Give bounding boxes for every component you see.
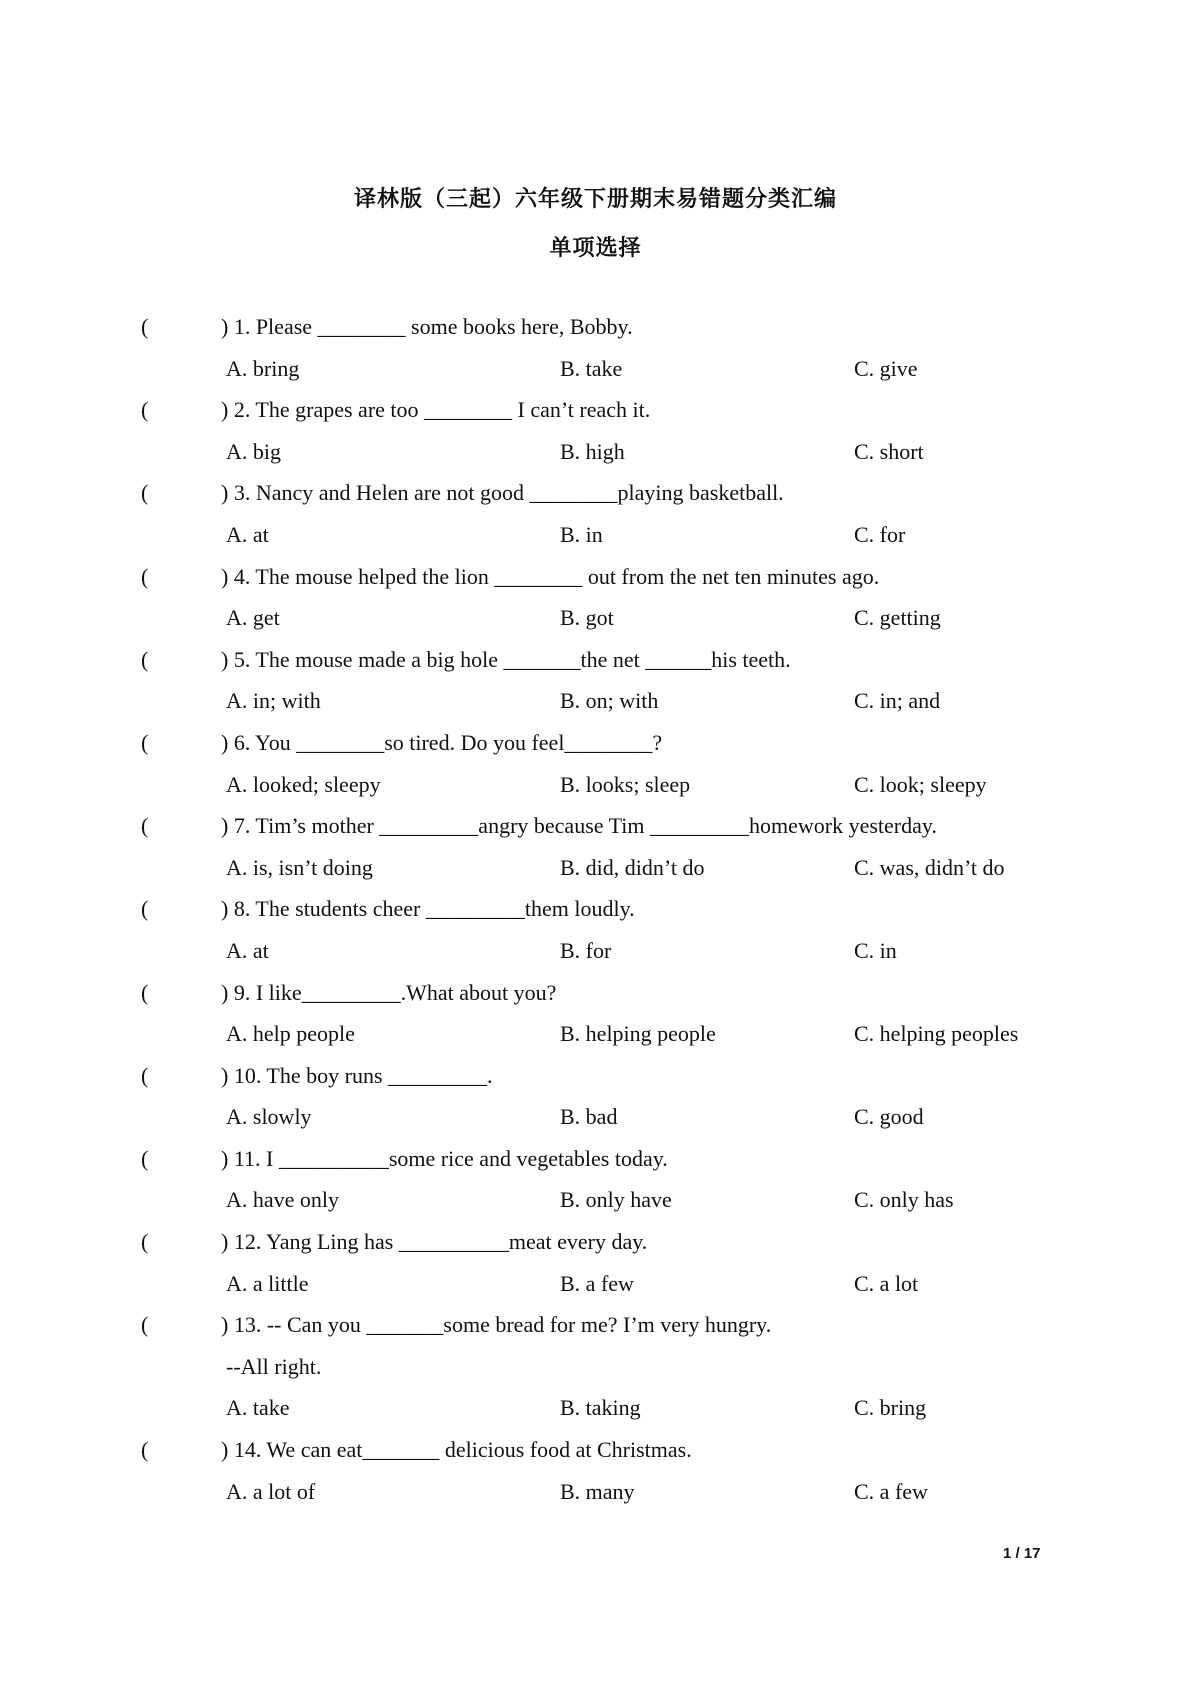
question-item: [0, 978, 1191, 1020]
option-c: C. good: [854, 1104, 924, 1130]
option-c: C. getting: [854, 605, 941, 631]
answer-bracket: (: [141, 314, 149, 339]
option-a: A. have only: [226, 1187, 340, 1213]
option-c: C. helping peoples: [854, 1021, 1019, 1047]
question-stem: ) 9. I like_________.What about you?: [221, 979, 557, 1005]
question-item: [0, 1227, 1191, 1269]
question-stem: ) 1. Please ________ some books here, Bobby.: [221, 314, 633, 339]
option-row: [0, 437, 1191, 479]
document-title: 译林版（三起）六年级下册期末易错题分类汇编: [353, 187, 837, 212]
question-item: [0, 728, 1191, 770]
option-b: B. for: [560, 937, 612, 963]
question-stem: ) 2. The grapes are too ________ I can’t reach it.: [221, 397, 651, 423]
option-c: C. short: [854, 438, 924, 464]
answer-bracket: (: [141, 1145, 149, 1171]
question-item: [0, 478, 1191, 520]
option-c: C. give: [854, 355, 918, 381]
option-b: B. bad: [560, 1104, 618, 1130]
option-a: A. at: [226, 937, 269, 963]
question-stem: ) 6. You ________so tired. Do you feel________?: [221, 729, 663, 755]
question-item: [0, 811, 1191, 853]
section-heading: 单项选择: [549, 236, 642, 261]
answer-bracket: (: [141, 1312, 149, 1338]
option-b: B. got: [560, 605, 614, 631]
option-a: A. at: [226, 521, 269, 547]
option-c: C. bring: [854, 1395, 927, 1421]
answer-bracket: (: [141, 979, 149, 1005]
option-b: B. a few: [560, 1270, 634, 1296]
option-b: B. in: [560, 521, 603, 547]
option-row: [0, 1019, 1191, 1061]
option-b: B. helping people: [560, 1021, 716, 1047]
option-row: [0, 853, 1191, 895]
option-b: B. only have: [560, 1187, 672, 1213]
question-stem: ) 4. The mouse helped the lion ________ out from the net ten minutes ago.: [221, 563, 880, 589]
option-a: A. slowly: [226, 1104, 312, 1130]
option-b: B. many: [560, 1478, 635, 1504]
option-c: C. only has: [854, 1187, 954, 1213]
answer-bracket: (: [141, 563, 149, 589]
question-stem: ) 11. I __________some rice and vegetables today.: [221, 1145, 668, 1171]
question-stem: ) 5. The mouse made a big hole _______the net ______his teeth.: [221, 646, 791, 672]
option-row: [0, 770, 1191, 812]
question-item: [0, 1310, 1191, 1352]
option-c: C. a lot: [854, 1270, 919, 1296]
question-item: [0, 312, 1191, 354]
option-b: B. on; with: [560, 688, 659, 714]
question-item: [0, 1144, 1191, 1186]
option-b: B. taking: [560, 1395, 641, 1421]
option-c: C. in; and: [854, 688, 941, 714]
option-row: [0, 1102, 1191, 1144]
question-stem: ) 12. Yang Ling has __________meat every day.: [221, 1229, 648, 1255]
answer-bracket: (: [141, 1437, 149, 1463]
option-a: A. is, isn’t doing: [226, 854, 373, 880]
answer-bracket: (: [141, 646, 149, 672]
option-b: B. high: [560, 438, 625, 464]
option-row: [0, 520, 1191, 562]
option-row: [0, 603, 1191, 645]
option-row: [0, 936, 1191, 978]
option-c: C. in: [854, 937, 897, 963]
option-a: A. get: [226, 605, 280, 631]
question-stem: ) 8. The students cheer _________them loudly.: [221, 896, 635, 922]
question-continuation: [0, 1352, 1191, 1394]
question-stem: ) 13. -- Can you _______some bread for me? I’m very hungry.: [221, 1312, 772, 1338]
question-item: [0, 645, 1191, 687]
option-b: B. take: [560, 355, 623, 381]
question-stem: ) 7. Tim’s mother _________angry because Tim _________homework yesterday.: [221, 813, 937, 839]
answer-bracket: (: [141, 896, 149, 922]
option-c: C. for: [854, 521, 906, 547]
question-stem: ) 10. The boy runs _________.: [221, 1062, 493, 1088]
option-a: A. a lot of: [226, 1478, 316, 1504]
question-item: [0, 1435, 1191, 1477]
answer-bracket: (: [141, 480, 149, 506]
option-a: A. big: [226, 438, 281, 464]
question-stem: ) 3. Nancy and Helen are not good ________playing basketball.: [221, 480, 784, 506]
option-row: [0, 354, 1191, 396]
option-row: [0, 1185, 1191, 1227]
option-row: [0, 1393, 1191, 1435]
question-item: [0, 894, 1191, 936]
question-item: [0, 562, 1191, 604]
option-b: B. did, didn’t do: [560, 854, 705, 880]
option-a: A. take: [226, 1395, 290, 1421]
option-c: C. was, didn’t do: [854, 854, 1005, 880]
question-reply: --All right.: [226, 1353, 322, 1379]
option-a: A. a little: [226, 1270, 309, 1296]
option-a: A. help people: [226, 1021, 355, 1047]
option-b: B. looks; sleep: [560, 771, 691, 797]
option-a: A. in; with: [226, 688, 321, 714]
option-row: [0, 686, 1191, 728]
answer-bracket: (: [141, 397, 149, 423]
option-a: A. looked; sleepy: [226, 771, 381, 797]
answer-bracket: (: [141, 1062, 149, 1088]
option-row: [0, 1269, 1191, 1311]
answer-bracket: (: [141, 729, 149, 755]
question-stem: ) 14. We can eat_______ delicious food at Christmas.: [221, 1437, 692, 1463]
option-c: C. a few: [854, 1478, 928, 1504]
option-c: C. look; sleepy: [854, 771, 987, 797]
page-number: 1 / 17: [1003, 1545, 1041, 1562]
question-item: [0, 1061, 1191, 1103]
option-row: [0, 1477, 1191, 1519]
answer-bracket: (: [141, 813, 149, 839]
answer-bracket: (: [141, 1229, 149, 1255]
question-list: [0, 312, 1191, 1518]
question-item: [0, 395, 1191, 437]
option-a: A. bring: [226, 355, 300, 381]
